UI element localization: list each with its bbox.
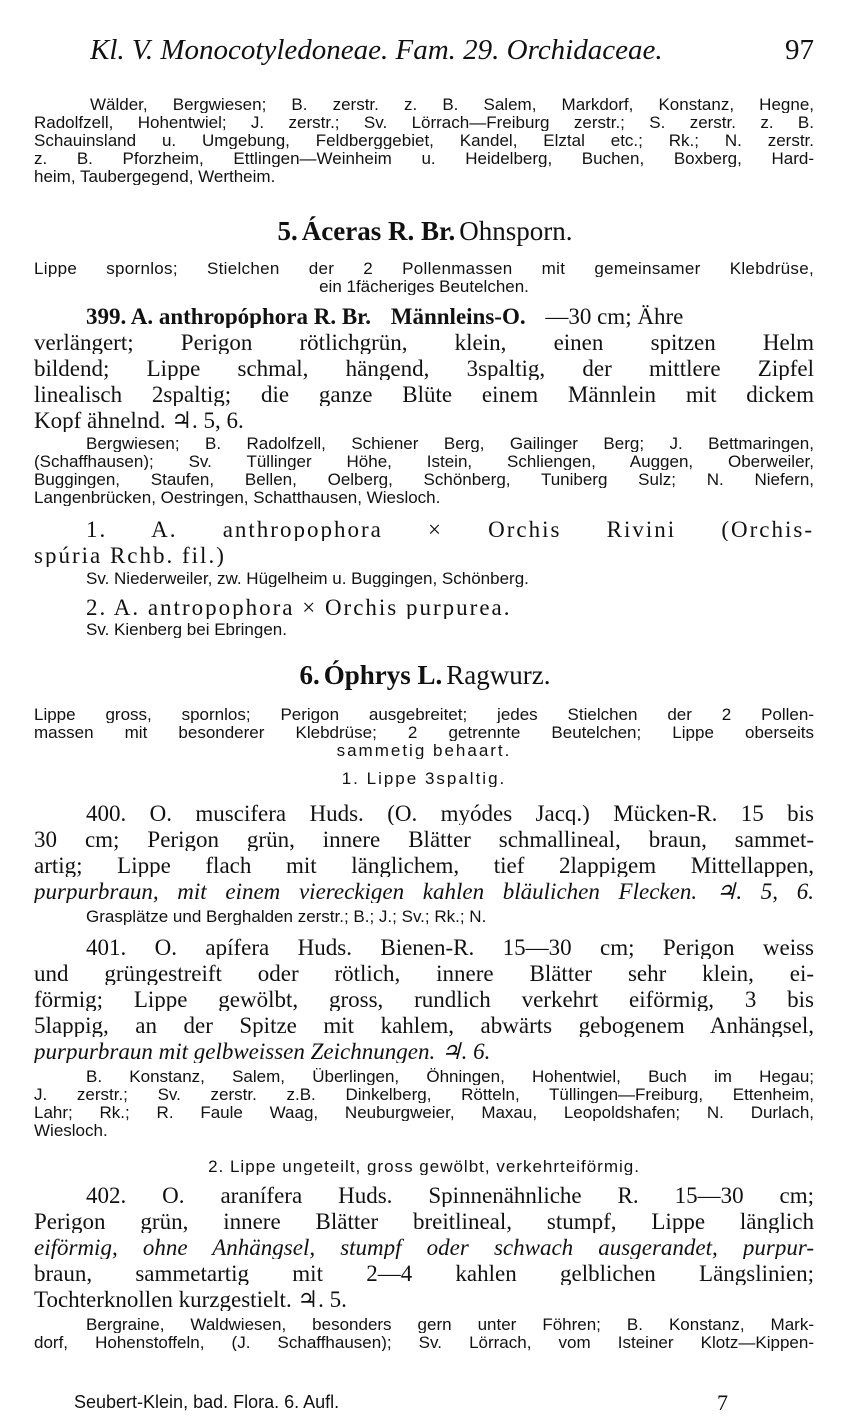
species-text: linealisch 2spaltig; die ganze Blüte einem Männlein mit dickem — [34, 383, 814, 406]
genus-heading — [0, 216, 850, 247]
genus-common-name: Ragwurz. — [446, 660, 551, 690]
species-locality: (Schaffhausen); Sv. Tüllinger Höhe, Istein, Schliengen, Auggen, Oberweiler, — [34, 453, 814, 470]
species-locality: Langenbrücken, Oestringen, Schatthausen, Wiesloch. — [34, 489, 441, 506]
hybrid-locality: Sv. Niederweiler, zw. Hügelheim u. Buggingen, Schönberg. — [86, 570, 529, 587]
hybrid-name: 1. A. anthropophora × Orchis Rivini (Orchis- — [86, 518, 814, 541]
species-common-name: Männleins-O. — [390, 305, 526, 328]
species-locality: J. zerstr.; Sv. zerstr. z.B. Dinkelberg, Rötteln, Tüllingen—Freiburg, Ettenheim, — [34, 1086, 814, 1103]
species-text: Tochterknollen kurzgestielt. ♃. 5. — [34, 1288, 347, 1311]
genus-number: 5. — [277, 216, 298, 246]
genus-description: Lippe spornlos; Stielchen der 2 Pollenmassen mit gemeinsamer Klebdrüse, — [34, 260, 814, 277]
genus-description: sammetig behaart. — [336, 742, 512, 759]
genus-name: Óphrys L. — [323, 660, 443, 690]
intro-line: Schauinsland u. Umgebung, Feldberggebiet, Kandel, Elztal etc.; Rk.; N. zerstr. — [34, 132, 814, 149]
species-text: verlängert; Perigon rötlichgrün, klein, einen spitzen Helm — [34, 331, 814, 354]
species-locality: B. Konstanz, Salem, Überlingen, Öhningen, Hohentwiel, Buch im Hegau; — [86, 1068, 814, 1085]
species-text: purpurbraun mit gelbweissen Zeichnungen. ♃. 6. — [34, 1040, 491, 1063]
genus-heading — [0, 660, 850, 691]
genus-description: massen mit besonderer Klebdrüse; 2 getrennte Beutelchen; Lippe oberseits — [34, 724, 814, 741]
species-text: 402. O. aranífera Huds. Spinnenähnliche R. 15—30 cm; — [86, 1184, 814, 1207]
footer-signature: Seubert-Klein, bad. Flora. 6. Aufl. — [74, 1392, 340, 1412]
species-locality: Bergwiesen; B. Radolfzell, Schiener Berg, Gailinger Berg; J. Bettmaringen, — [86, 435, 814, 452]
species-locality: Wiesloch. — [34, 1122, 108, 1139]
species-text: purpurbraun, mit einem viereckigen kahlen bläulichen Flecken. ♃. 5, 6. — [34, 880, 814, 903]
genus-description: Lippe gross, spornlos; Perigon ausgebreitet; jedes Stielchen der 2 Pollen- — [34, 706, 814, 723]
key-heading: 2. Lippe ungeteilt, gross gewölbt, verkehrteiförmig. — [208, 1158, 640, 1175]
species-locality: Bergraine, Waldwiesen, besonders gern unter Föhren; B. Konstanz, Mark- — [86, 1316, 814, 1333]
species-text: Perigon grün, innere Blätter breitlineal, stumpf, Lippe länglich — [34, 1210, 814, 1233]
species-locality: Buggingen, Staufen, Bellen, Oelberg, Schönberg, Tuniberg Sulz; N. Niefern, — [34, 471, 814, 488]
species-text: 5lappig, an der Spitze mit kahlem, abwärts gebogenem Anhängsel, — [34, 1014, 814, 1037]
hybrid-locality: Sv. Kienberg bei Ebringen. — [86, 621, 287, 638]
species-locality: Lahr; Rk.; R. Faule Waag, Neuburgweier, Maxau, Leopoldshafen; N. Durlach, — [34, 1104, 814, 1121]
intro-line: Radolfzell, Hohentwiel; J. zerstr.; Sv. Lörrach—Freiburg zerstr.; S. zerstr. z. B. — [34, 114, 814, 131]
species-text: 400. O. muscifera Huds. (O. myódes Jacq.) Mücken-R. 15 bis — [86, 802, 814, 825]
running-title: Kl. V. Monocotyledoneae. Fam. 29. Orchidaceae. — [90, 34, 663, 66]
species-text: bildend; Lippe schmal, hängend, 3spaltig, der mittlere Zipfel — [34, 357, 814, 380]
hybrid-name: spúria Rchb. fil.) — [34, 544, 226, 567]
genus-description: ein 1fächeriges Beutelchen. — [319, 278, 529, 295]
species-text: 401. O. apífera Huds. Bienen-R. 15—30 cm; Perigon weiss — [86, 936, 814, 959]
species-text: 30 cm; Perigon grün, innere Blätter schmallineal, braun, sammet- — [34, 828, 814, 851]
key-heading: 1. Lippe 3spaltig. — [341, 770, 507, 787]
genus-number: 6. — [299, 660, 320, 690]
species-locality: dorf, Hohenstoffeln, (J. Schaffhausen); Sv. Lörrach, vom Isteiner Klotz—Kippen- — [34, 1334, 814, 1351]
species-heading — [86, 305, 814, 328]
species-height: —30 cm; Ähre — [545, 305, 684, 328]
genus-common-name: Ohnsporn. — [459, 216, 573, 246]
genus-name: Áceras R. Br. — [301, 216, 456, 246]
species-text: und grüngestreift oder rötlich, innere Blätter sehr klein, ei- — [34, 962, 814, 985]
species-text: eiförmig, ohne Anhängsel, stumpf oder schwach ausgerandet, purpur- — [34, 1236, 814, 1259]
intro-line: Wälder, Bergwiesen; B. zerstr. z. B. Salem, Markdorf, Konstanz, Hegne, — [90, 96, 814, 113]
hybrid-name: 2. A. antropophora × Orchis purpurea. — [86, 596, 512, 619]
species-text: förmig; Lippe gewölbt, gross, rundlich verkehrt eiförmig, 3 bis — [34, 988, 814, 1011]
species-text: braun, sammetartig mit 2—4 kahlen gelblichen Längslinien; — [34, 1262, 814, 1285]
page-number: 97 — [785, 34, 814, 66]
species-text: Kopf ähnelnd. ♃. 5, 6. — [34, 409, 244, 432]
species-locality: Grasplätze und Berghalden zerstr.; B.; J.; Sv.; Rk.; N. — [86, 908, 487, 925]
intro-line: z. B. Pforzheim, Ettlingen—Weinheim u. Heidelberg, Buchen, Boxberg, Hard- — [34, 150, 814, 167]
species-name: 399. A. anthropóphora R. Br. — [86, 305, 372, 328]
intro-line: heim, Taubergegend, Wertheim. — [34, 168, 276, 185]
species-text: artig; Lippe flach mit länglichem, tief 2lappigem Mittellappen, — [34, 854, 814, 877]
signature-number: 7 — [717, 1390, 728, 1415]
